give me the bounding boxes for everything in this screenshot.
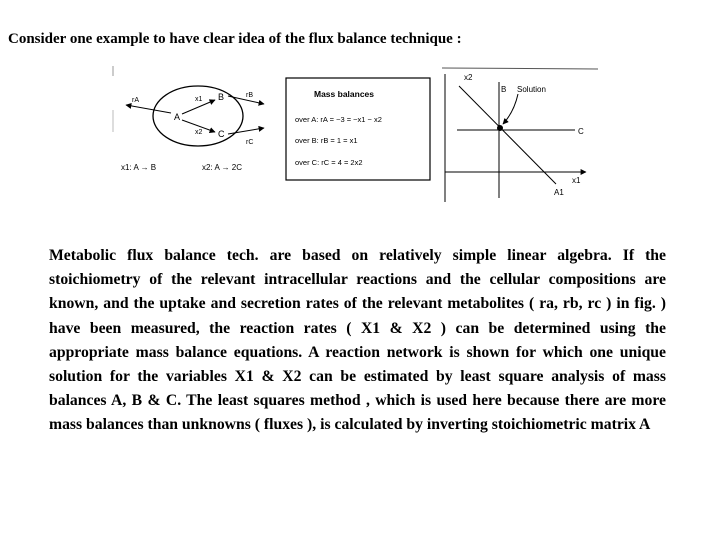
rate-a-arrow xyxy=(126,105,171,113)
flux-x2-label: x2 xyxy=(195,129,203,136)
node-a-label: A xyxy=(174,112,181,122)
x-axis-label: x1 xyxy=(572,176,581,185)
rate-c-arrow xyxy=(228,128,264,134)
solution-label: Solution xyxy=(517,85,546,94)
balance-over-b: over B: rB = 1 = x1 xyxy=(295,136,358,145)
figure-svg xyxy=(112,64,598,204)
body-text: Metabolic flux balance tech. are based on relatively simple linear algebra. If the stoichiometry of the relevant intracellular reactions and the cellular compositions are known, and the uptake and secretion rates of the relevant metabolites ( ra, rb, rc ) in fig. ) have been measured, the reaction rates ( X1 & X2 ) can be determined using the appropriate mass balance equations. A reaction network is shown for which one unique solution for the variables X1 & X2 can be estimated by least square analysis of mass balances A, B & C. The least squares method , which is used here because there are more mass balances than unknowns ( fluxes ), is calculated by inverting stoichiometric matrix A xyxy=(49,247,666,434)
balance-over-a: over A: rA = −3 = −x1 − x2 xyxy=(295,115,382,124)
node-c-label: C xyxy=(218,129,225,139)
rate-a-label: rA xyxy=(132,97,139,104)
reaction-network xyxy=(121,86,264,172)
mass-balances-title: Mass balances xyxy=(314,89,375,99)
body-paragraph xyxy=(49,244,666,438)
line-c-label: C xyxy=(578,127,584,136)
reaction-x1: x1: A → B xyxy=(121,163,157,172)
flux-balance-figure xyxy=(112,64,598,204)
line-b-label: B xyxy=(501,85,507,94)
solution-plot xyxy=(442,68,598,202)
flux-x1-label: x1 xyxy=(195,96,203,103)
mass-balances-box xyxy=(286,78,430,180)
top-edge xyxy=(442,68,598,69)
solution-arrow xyxy=(503,94,518,124)
solution-point xyxy=(497,125,503,131)
y-axis-label: x2 xyxy=(464,73,473,82)
balance-over-c: over C: rC = 4 = 2x2 xyxy=(295,158,363,167)
node-b-label: B xyxy=(218,92,225,102)
rate-b-label: rB xyxy=(246,92,253,99)
reaction-x2: x2: A → 2C xyxy=(202,163,243,172)
rate-c-label: rC xyxy=(246,139,254,146)
line-a1 xyxy=(459,86,556,184)
cell-boundary xyxy=(153,86,243,146)
slide-heading: Consider one example to have clear idea of the flux balance technique : xyxy=(8,31,462,47)
line-a1-label: A1 xyxy=(554,188,564,197)
